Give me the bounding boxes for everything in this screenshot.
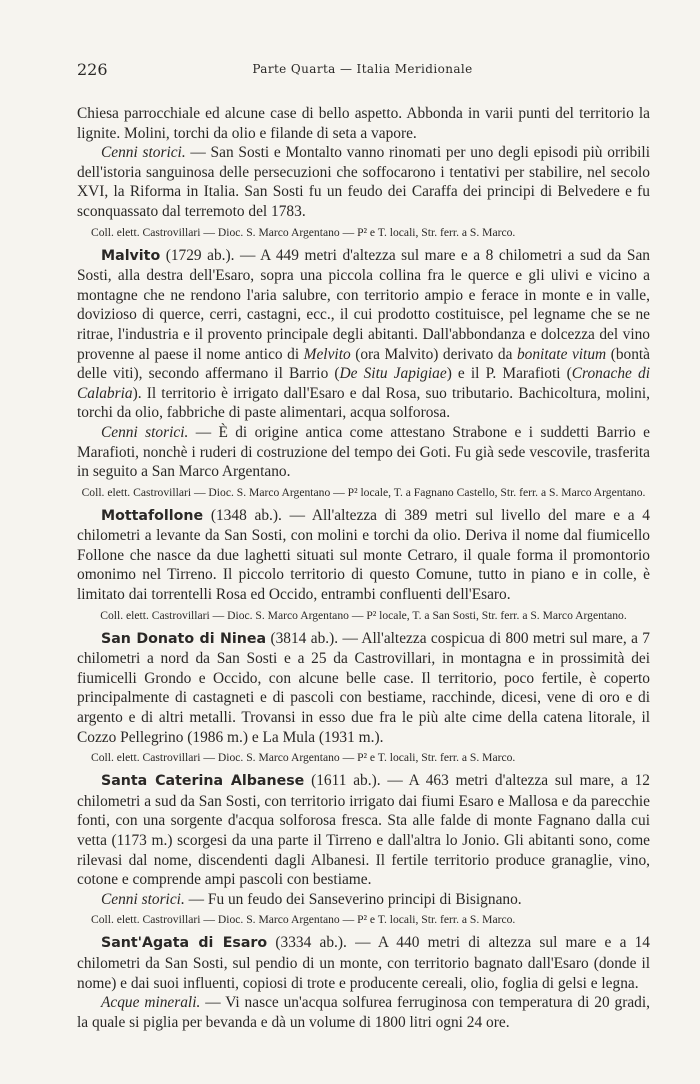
entry-population: (3814 ab.). xyxy=(266,629,339,647)
paragraph-cenni-storici xyxy=(77,423,650,482)
entry-text-italic: bonitate vitum xyxy=(516,345,607,363)
entry-name: Mottafollone xyxy=(101,507,204,524)
entry-text: — All'altezza di 389 metri sul livello del mare e a 4 chilometri a levante da San Sosti, con molini e torchi da olio. Deriva il nome dal fiumicello Follone che nasce da due laghetti situati sul monte Cetraro, il quale forma il promontorio omonimo nel Tirreno. Il piccolo territorio di questo Comune, tutto in piano e in colle, è limitato dai torrentelli Rosa ed Occido, entrambi confluenti dell'Esaro. xyxy=(77,506,650,604)
cenni-storici-label: Cenni storici. xyxy=(101,890,185,908)
entry-text: — A 449 metri d'altezza sul mare e a 8 chilometri a sud da San Sosti, alla destra dell'Esaro, sopra una piccola collina fra le querce e gli ulivi e vicino a montagne che ne rendono l'aria salubre, con territorio ampio e ferace in monte e in valle, dovizioso di querce, cerri, castagni, ecc., il cui prodotto costituisce, pel legname che se ne ritrae, l'industria e il provento principale degli abitanti. Dall'abbondanza e dolcezza del vino provenne al paese il nome antico di xyxy=(77,246,650,363)
entry-text: — All'altezza cospicua di 800 metri sul mare, a 7 chilometri a nord da San Sosti e a 25 da Castrovillari, in montagna e in prossimità dei fiumicelli Grondo e Occido, con alcune belle case. Il territorio, poco fertile, è coperto principalmente di castagneti e di pascoli con bestiame, racchinde, dicesi, vene di oro e di argento e di altri metalli. Trovansi in esso due fra le più alte cime della catena litorale, il Cozzo Pellegrino (1986 m.) e La Mula (1931 m.). xyxy=(77,629,651,746)
acque-minerali-label: Acque minerali. xyxy=(101,994,201,1012)
running-title: Parte Quarta — Italia Meridionale xyxy=(252,62,473,76)
entry-mottafollone xyxy=(77,506,650,605)
entry-text-italic: Melvito xyxy=(303,345,351,363)
entry-text-italic: De Situ Japigiae xyxy=(339,365,447,383)
paragraph-cenni-storici xyxy=(77,143,650,221)
entry-santagata xyxy=(77,933,650,993)
page-header xyxy=(77,60,648,84)
entry-text: (bontà delle viti), secondo affermano il Barrio ( xyxy=(77,345,651,383)
paragraph-text: — Vi nasce un'acqua solfurea ferruginosa con temperatura di 20 gradi, la quale si piglia per bevanda e dà un volume di 1800 litri ogni 24 ore. xyxy=(77,994,650,1031)
entry-population: (3334 ab.). xyxy=(267,934,347,952)
entry-population: (1729 ab.). xyxy=(160,246,235,264)
paragraph-acque-minerali xyxy=(77,993,650,1032)
entry-text: (ora Malvito) derivato da xyxy=(350,345,517,363)
collegio-note: Coll. elett. Castrovillari — Dioc. S. Marco Argentano — P² locale, T. a Fagnano Castello, Str. ferr. a S. Marco Argentano. xyxy=(81,485,646,499)
page-body xyxy=(77,104,650,1032)
entry-text: ). Il territorio è irrigato dall'Esaro e dal Rosa, suo tributario. Bachicoltura, molini, torchi da olio, fabbriche di paste alimentari, acqua solforosa. xyxy=(77,384,650,422)
entry-name: Santa Caterina Albanese xyxy=(101,773,305,790)
entry-san-donato xyxy=(77,629,650,748)
cenni-storici-label: Cenni storici. xyxy=(101,423,189,441)
entry-name: San Donato di Ninea xyxy=(101,630,267,647)
entry-malvito xyxy=(77,246,650,423)
entry-text: — A 463 metri d'altezza sul mare, a 12 chilometri a sud da San Sosti, con territorio irrigato dai fiumi Esaro e Mallosa e da parecchie fonti, con una sorgente d'acqua solforosa fresca. Sta alle falde di monte Fagnano dalla cui vetta (1173 m.) scorgesi da una parte il Tirreno e dall'altra lo Jonio. Gli abitanti sono, come rilevasi dal nome, discendenti dagli Albanesi. Il fertile territorio produce granaglie, vino, cotone e comprende ampi pascoli con bestiame. xyxy=(77,772,650,889)
paragraph-text: — San Sosti e Montalto vanno rinomati per uno degli episodi più orribili dell'istoria sanguinosa delle persecuzioni che soffocarono i tentativi per stabilire, nel secolo XVI, la Riforma in Italia. San Sosti fu un feudo dei Caraffa dei principi di Belvedere e fu sconquassato dal terremoto del 1783. xyxy=(77,144,650,220)
paragraph-text: — È di origine antica come attestano Strabone e i suddetti Barrio e Marafioti, nonchè i ruderi di costruzione del tempo dei Goti. Fu già sede vescovile, trasferita in seguito a San Marco Argentano. xyxy=(77,423,650,481)
collegio-note: Coll. elett. Castrovillari — Dioc. S. Marco Argentano — P² locale, T. a San Sosti, Str. ferr. a S. Marco Argentano. xyxy=(100,608,627,622)
entry-name: Malvito xyxy=(101,247,161,264)
entry-text: ) e il P. Marafioti ( xyxy=(446,365,572,383)
collegio-note: Coll. elett. Castrovillari — Dioc. S. Marco Argentano — P² e T. locali, Str. ferr. a S. Marco. xyxy=(91,751,516,765)
paragraph: Chiesa parrocchiale ed alcune case di bello aspetto. Abbonda in varii punti del territorio la lignite. Molini, torchi da olio e filande di seta a vapore. xyxy=(77,105,650,142)
paragraph-cenni-storici xyxy=(77,890,650,910)
entry-text: — A 440 metri di altezza sul mare e a 14 chilometri da San Sosti, sul pendio di un monte, con territorio bagnato dall'Esaro (donde il nome) e dai suoi influenti, copiosi di trote e producente cereali, olio, foglia di gelsi e legna. xyxy=(77,934,651,992)
collegio-note: Coll. elett. Castrovillari — Dioc. S. Marco Argentano — P² e T. locali, Str. ferr. a S. Marco. xyxy=(91,913,516,927)
entry-name: Sant'Agata di Esaro xyxy=(101,935,268,952)
cenni-storici-label: Cenni storici. xyxy=(101,144,186,162)
entry-population: (1348 ab.). xyxy=(203,506,282,524)
entry-text-italic: Cronache di Calabria xyxy=(77,365,650,402)
paragraph-text: — Fu un feudo dei Sanseverino principi di Bisignano. xyxy=(184,890,522,908)
collegio-note: Coll. elett. Castrovillari — Dioc. S. Marco Argentano — P² e T. locali, Str. ferr. a S. Marco. xyxy=(91,225,516,239)
entry-population: (1611 ab.). xyxy=(304,772,381,790)
page-number: 226 xyxy=(77,60,108,79)
entry-santa-caterina xyxy=(77,771,650,890)
